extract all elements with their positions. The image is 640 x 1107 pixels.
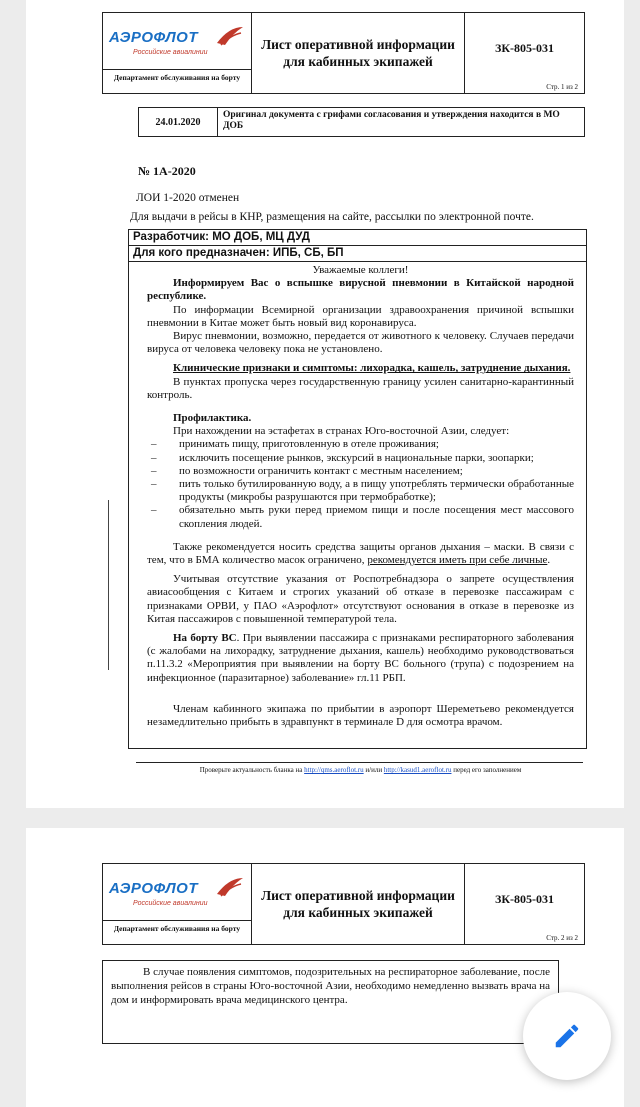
margin-mark <box>108 500 109 670</box>
audience-row: Для кого предназначен: ИПБ, СБ, БП <box>129 246 586 262</box>
sheremetyevo-paragraph: Членам кабинного экипажа по прибытии в аэропорт Шереметьево рекомендуется незамедлительно прибыть в здравпункт в терминале D для осмотра врачом. <box>147 702 574 729</box>
page-header <box>102 12 585 94</box>
virus-paragraph: Вирус пневмонии, возможно, передается от животного к человеку. Случаев передачи вируса от человека человеку пока не установлено. <box>147 330 574 356</box>
logo-text: АЭРОФЛОТ <box>109 29 199 46</box>
kasud-link[interactable]: http://kasud1.aeroflot.ru <box>383 766 452 774</box>
onboard-paragraph <box>147 632 574 685</box>
page-number: Стр. 2 из 2 <box>546 934 578 942</box>
document-number: № 1А-2020 <box>138 164 196 178</box>
who-paragraph: По информации Всемирной организации здравоохранения причиной вспышки пневмонии в Китае может быть новый вид коронавируса. <box>147 303 574 329</box>
qms-link[interactable]: http://qms.aeroflot.ru <box>304 766 364 774</box>
developer-row: Разработчик: МО ДОБ, МЦ ДУД <box>129 230 586 246</box>
distribution-note: Для выдачи в рейсы в КНР, размещения на сайте, рассылки по электронной почте. <box>130 211 534 223</box>
page-header <box>102 863 585 945</box>
footer-note <box>138 766 583 774</box>
loi-cancelled: ЛОИ 1-2020 отменен <box>136 192 240 204</box>
footer-divider <box>136 762 583 763</box>
rospotreb-paragraph: Учитывая отсутствие указания от Роспотребнадзора о запрете осуществления авиасообщения с Китаем и строгих указаний об отказе в перевозке пассажирам с признаками ОРВИ, у ПАО «Аэрофлот» отсутствуют основания в отказе в перевозке из Китая пассажиров с повышенной температурой тела. <box>147 573 574 625</box>
masks-text: Также рекомендуется носить средства защиты органов дыхания – маски. В связи с тем, что в БМА количество масок ограничено, <box>147 540 574 567</box>
document-code: ЗК-805-031 <box>494 41 555 55</box>
body-text <box>147 264 574 729</box>
document-code: ЗК-805-031 <box>494 892 555 906</box>
aeroflot-logo <box>103 864 251 921</box>
wing-icon <box>215 876 245 898</box>
masks-underlined: рекомендуется иметь при себе личные <box>367 554 548 567</box>
main-content-box <box>128 229 587 749</box>
masks-end: . <box>547 554 551 567</box>
list-item: – по возможности ограничить контакт с местным населением; <box>147 465 574 478</box>
list-item: – принимать пищу, приготовленную в отеле проживания; <box>147 438 574 451</box>
greeting: Уважаемые коллеги! <box>312 264 409 276</box>
original-note: Оригинал документа с грифами согласования и утверждения находится в МО ДОБ <box>223 110 560 131</box>
onboard-text: . При выявлении пассажира с признаками респираторного заболевания (с жалобами на лихорадку, затруднение дыхания, кашель) необходимо руководствоваться п.11.3.2 «Мероприятия при выявлении на борту ВС больного (трупа) с подозрением на инфекционное (паразитарное) заболевание» гл.11 РБП. <box>147 632 574 684</box>
department-label: Департамент обслуживания на борту <box>113 924 241 933</box>
wing-icon <box>215 25 245 47</box>
page-title: Лист оперативной информации для кабинных экипажей <box>252 864 465 944</box>
page-2-text <box>111 965 550 1007</box>
edit-button[interactable] <box>523 992 611 1080</box>
aeroflot-logo <box>103 13 251 70</box>
edit-pencil-icon <box>552 1021 582 1051</box>
department-label: Департамент обслуживания на борту <box>113 73 241 82</box>
masks-paragraph <box>147 541 574 567</box>
prevention-heading: Профилактика. <box>173 412 252 425</box>
page-2-content-box <box>102 960 559 1044</box>
footer-text: и/или <box>363 766 384 774</box>
logo-text: АЭРОФЛОТ <box>109 880 199 897</box>
footer-text: перед его заполнением <box>451 766 522 774</box>
symptoms-paragraph: В случае появления симптомов, подозрительных на респираторное заболевание, после выполнения рейсов в страны Юго-восточной Азии, необходимо немедленно вызвать врача на дом и информировать врача медицинского центра. <box>111 966 551 1006</box>
document-date: 24.01.2020 <box>139 108 218 136</box>
logo-cell <box>103 13 252 93</box>
prevention-list <box>147 438 574 530</box>
list-item: – исключить посещение рынков, экскурсий в национальные парки, зоопарки; <box>147 452 574 465</box>
logo-subtitle: Российские авиалинии <box>133 49 208 56</box>
date-box <box>138 107 585 137</box>
symptoms-heading: Клинические признаки и симптомы: лихорадка, кашель, затруднение дыхания. <box>173 362 571 375</box>
document-page-1 <box>26 0 624 808</box>
list-item: – обязательно мыть руки перед приемом пищи и после посещения мест массового скопления людей. <box>147 504 574 530</box>
page-number: Стр. 1 из 2 <box>546 83 578 91</box>
page-title: Лист оперативной информации для кабинных экипажей <box>252 13 465 93</box>
lead-paragraph: Информируем Вас о вспышке вирусной пневмонии в Китайской народной республике. <box>147 277 574 303</box>
list-item: – пить только бутилированную воду, а в пищу употреблять термически обработанные продукты (микробы разрушаются при термобработке); <box>147 478 574 504</box>
onboard-label: На борту ВС <box>173 632 237 645</box>
logo-cell <box>103 864 252 944</box>
border-paragraph: В пунктах пропуска через государственную границу усилен санитарно-карантинный контроль. <box>147 375 574 401</box>
logo-subtitle: Российские авиалинии <box>133 900 208 907</box>
prevention-intro: При нахождении на эстафетах в странах Юго-восточной Азии, следует: <box>173 425 510 438</box>
footer-text: Проверьте актуальность бланка на <box>199 766 305 774</box>
